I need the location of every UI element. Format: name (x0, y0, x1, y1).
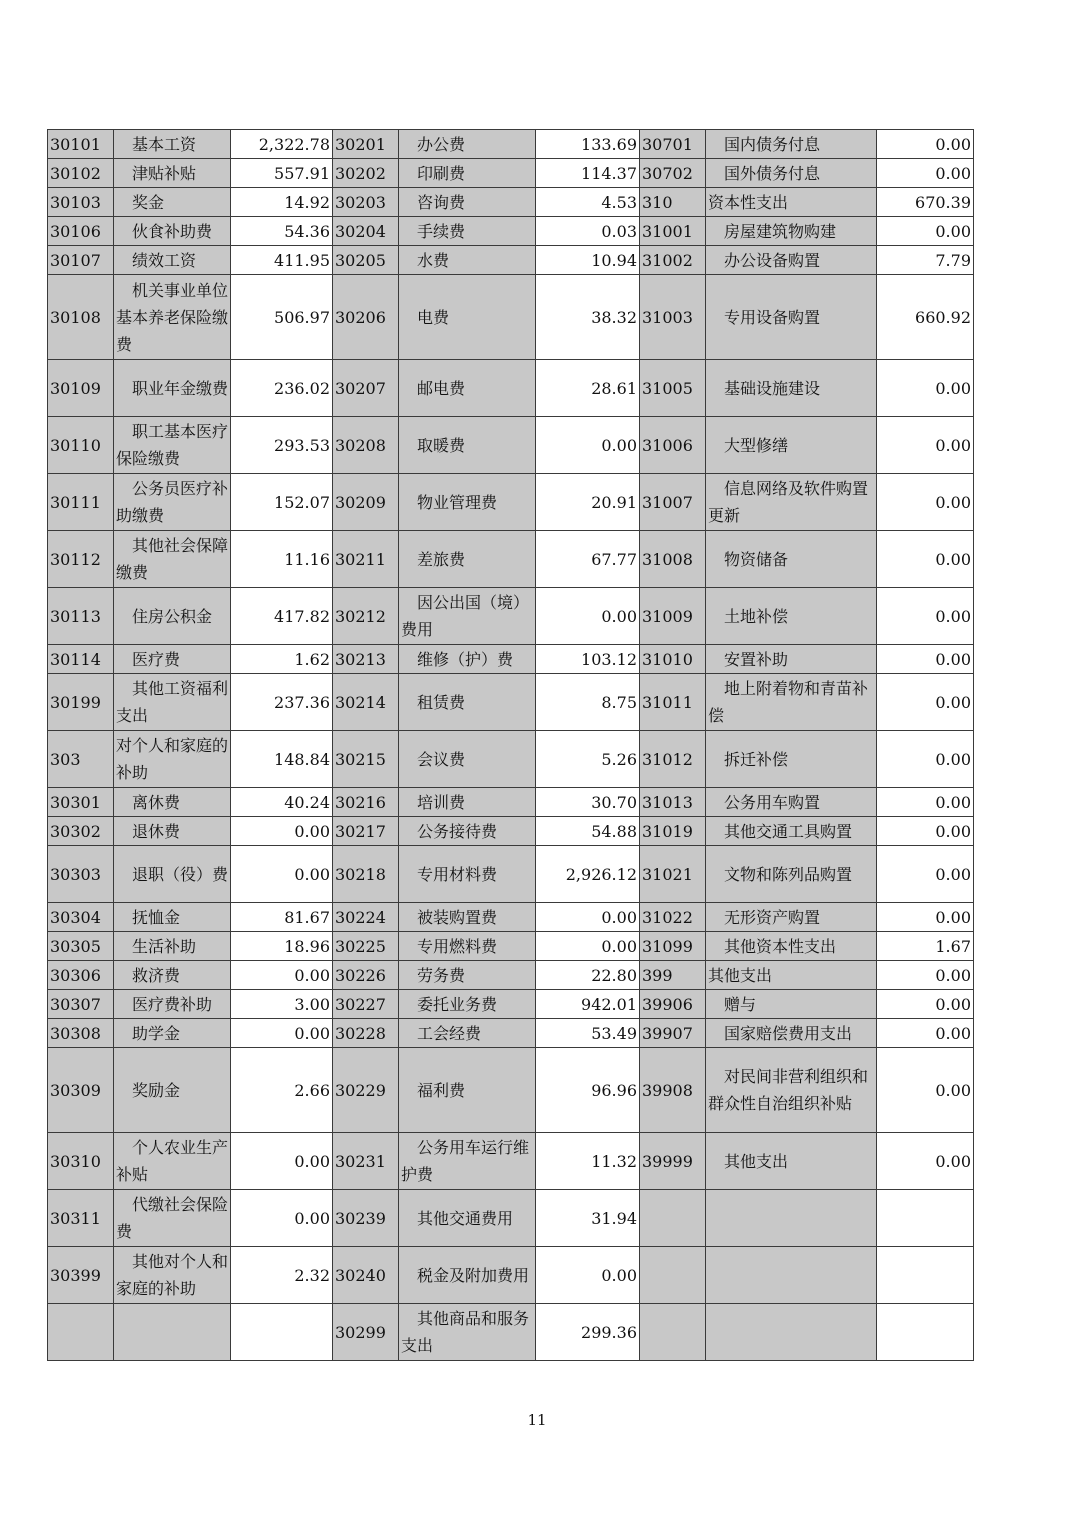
cell-c-name: 国内债务付息 (706, 130, 877, 159)
cell-b-code: 30211 (333, 531, 399, 588)
cell-a-amount: 237.36 (231, 674, 333, 731)
cell-b-amount: 38.32 (536, 275, 640, 360)
table-row (48, 1247, 974, 1304)
cell-a-code: 30101 (48, 130, 114, 159)
cell-b-name: 专用燃料费 (399, 932, 536, 961)
cell-b-name: 电费 (399, 275, 536, 360)
cell-a-code: 30302 (48, 817, 114, 846)
cell-c-name: 专用设备购置 (706, 275, 877, 360)
cell-c-name (706, 1304, 877, 1361)
cell-a-name: 其他社会保障缴费 (114, 531, 231, 588)
cell-b-code: 30216 (333, 788, 399, 817)
cell-c-name: 信息网络及软件购置更新 (706, 474, 877, 531)
cell-b-code: 30217 (333, 817, 399, 846)
cell-c-name: 安置补助 (706, 645, 877, 674)
cell-b-name: 差旅费 (399, 531, 536, 588)
cell-c-amount: 0.00 (877, 588, 974, 645)
cell-a-code: 30309 (48, 1048, 114, 1133)
cell-b-name: 咨询费 (399, 188, 536, 217)
cell-b-code: 30225 (333, 932, 399, 961)
cell-c-amount: 0.00 (877, 159, 974, 188)
cell-b-code: 30213 (333, 645, 399, 674)
cell-b-code: 30206 (333, 275, 399, 360)
cell-c-name: 无形资产购置 (706, 903, 877, 932)
cell-c-name: 其他资本性支出 (706, 932, 877, 961)
cell-a-name: 生活补助 (114, 932, 231, 961)
cell-b-name: 物业管理费 (399, 474, 536, 531)
cell-a-name: 代缴社会保险费 (114, 1190, 231, 1247)
table-row (48, 1048, 974, 1133)
cell-c-code: 31001 (640, 217, 706, 246)
cell-c-amount: 0.00 (877, 417, 974, 474)
cell-a-amount: 2.32 (231, 1247, 333, 1304)
cell-c-name: 资本性支出 (706, 188, 877, 217)
cell-c-name: 对民间非营利组织和群众性自治组织补贴 (706, 1048, 877, 1133)
cell-a-amount (231, 1304, 333, 1361)
cell-a-amount: 3.00 (231, 990, 333, 1019)
cell-b-name: 工会经费 (399, 1019, 536, 1048)
cell-a-name (114, 1304, 231, 1361)
cell-b-name: 其他商品和服务支出 (399, 1304, 536, 1361)
cell-c-code: 31019 (640, 817, 706, 846)
cell-b-code: 30204 (333, 217, 399, 246)
cell-a-amount: 0.00 (231, 817, 333, 846)
table-row (48, 531, 974, 588)
table-row (48, 188, 974, 217)
cell-a-code: 30304 (48, 903, 114, 932)
cell-a-name: 绩效工资 (114, 246, 231, 275)
cell-c-name: 基础设施建设 (706, 360, 877, 417)
cell-b-amount: 20.91 (536, 474, 640, 531)
cell-a-code: 30306 (48, 961, 114, 990)
cell-c-amount (877, 1304, 974, 1361)
cell-a-amount: 1.62 (231, 645, 333, 674)
page-number: 11 (527, 1411, 547, 1429)
cell-b-name: 印刷费 (399, 159, 536, 188)
table-row (48, 788, 974, 817)
cell-b-name: 福利费 (399, 1048, 536, 1133)
cell-c-amount: 0.00 (877, 474, 974, 531)
cell-b-amount: 0.00 (536, 588, 640, 645)
cell-a-name: 职工基本医疗保险缴费 (114, 417, 231, 474)
cell-a-name: 其他对个人和家庭的补助 (114, 1247, 231, 1304)
table-row (48, 130, 974, 159)
cell-b-code: 30202 (333, 159, 399, 188)
cell-c-amount: 0.00 (877, 1133, 974, 1190)
cell-c-amount: 0.00 (877, 130, 974, 159)
cell-a-name: 个人农业生产补贴 (114, 1133, 231, 1190)
budget-expenditure-table (47, 129, 974, 1361)
table-row (48, 1190, 974, 1247)
cell-b-name: 会议费 (399, 731, 536, 788)
cell-a-code: 30305 (48, 932, 114, 961)
cell-a-amount: 0.00 (231, 846, 333, 903)
cell-b-amount: 30.70 (536, 788, 640, 817)
cell-a-code: 30112 (48, 531, 114, 588)
cell-c-name: 地上附着物和青苗补偿 (706, 674, 877, 731)
cell-b-code: 30231 (333, 1133, 399, 1190)
cell-c-name: 文物和陈列品购置 (706, 846, 877, 903)
cell-c-amount: 0.00 (877, 817, 974, 846)
cell-c-amount (877, 1247, 974, 1304)
table-row (48, 990, 974, 1019)
table-row (48, 217, 974, 246)
cell-a-code: 30308 (48, 1019, 114, 1048)
table-row (48, 846, 974, 903)
cell-c-amount: 0.00 (877, 990, 974, 1019)
cell-b-name: 其他交通费用 (399, 1190, 536, 1247)
cell-a-code: 30114 (48, 645, 114, 674)
cell-c-name: 拆迁补偿 (706, 731, 877, 788)
cell-c-amount: 0.00 (877, 531, 974, 588)
cell-c-amount: 0.00 (877, 961, 974, 990)
table-row (48, 674, 974, 731)
cell-b-amount: 0.00 (536, 903, 640, 932)
cell-b-code: 30240 (333, 1247, 399, 1304)
cell-b-code: 30229 (333, 1048, 399, 1133)
cell-c-amount: 7.79 (877, 246, 974, 275)
cell-a-name: 公务员医疗补助缴费 (114, 474, 231, 531)
cell-c-code: 39906 (640, 990, 706, 1019)
cell-a-amount: 0.00 (231, 1133, 333, 1190)
cell-c-name: 国家赔偿费用支出 (706, 1019, 877, 1048)
cell-c-code: 30701 (640, 130, 706, 159)
cell-c-code: 31007 (640, 474, 706, 531)
cell-c-name: 土地补偿 (706, 588, 877, 645)
cell-a-amount: 40.24 (231, 788, 333, 817)
cell-b-amount: 67.77 (536, 531, 640, 588)
cell-a-name: 对个人和家庭的补助 (114, 731, 231, 788)
table-row (48, 1019, 974, 1048)
cell-b-amount: 2,926.12 (536, 846, 640, 903)
table-row (48, 275, 974, 360)
cell-c-name: 物资储备 (706, 531, 877, 588)
cell-c-code: 31009 (640, 588, 706, 645)
table-row (48, 159, 974, 188)
cell-a-amount: 0.00 (231, 1190, 333, 1247)
cell-b-name: 水费 (399, 246, 536, 275)
cell-b-name: 委托业务费 (399, 990, 536, 1019)
cell-a-name: 退休费 (114, 817, 231, 846)
cell-b-name: 公务接待费 (399, 817, 536, 846)
cell-c-code: 31010 (640, 645, 706, 674)
cell-c-name: 其他支出 (706, 961, 877, 990)
table-row (48, 903, 974, 932)
cell-a-code: 30108 (48, 275, 114, 360)
table-row (48, 817, 974, 846)
cell-c-amount: 0.00 (877, 1019, 974, 1048)
cell-c-name: 国外债务付息 (706, 159, 877, 188)
cell-a-name: 奖励金 (114, 1048, 231, 1133)
cell-c-amount: 0.00 (877, 846, 974, 903)
cell-c-code: 39999 (640, 1133, 706, 1190)
cell-b-name: 劳务费 (399, 961, 536, 990)
cell-a-amount: 18.96 (231, 932, 333, 961)
cell-a-amount: 2.66 (231, 1048, 333, 1133)
cell-c-code: 39907 (640, 1019, 706, 1048)
cell-c-code: 31021 (640, 846, 706, 903)
cell-a-name: 医疗费 (114, 645, 231, 674)
cell-b-amount: 10.94 (536, 246, 640, 275)
cell-a-code: 30111 (48, 474, 114, 531)
cell-a-amount: 417.82 (231, 588, 333, 645)
cell-b-code: 30207 (333, 360, 399, 417)
cell-b-amount: 54.88 (536, 817, 640, 846)
cell-b-code: 30239 (333, 1190, 399, 1247)
cell-a-amount: 2,322.78 (231, 130, 333, 159)
cell-c-code (640, 1190, 706, 1247)
cell-b-amount: 0.00 (536, 1247, 640, 1304)
cell-c-code: 31008 (640, 531, 706, 588)
cell-b-amount: 299.36 (536, 1304, 640, 1361)
cell-a-name: 津贴补贴 (114, 159, 231, 188)
cell-b-amount: 11.32 (536, 1133, 640, 1190)
cell-c-amount: 0.00 (877, 788, 974, 817)
cell-b-amount: 22.80 (536, 961, 640, 990)
cell-c-code: 31003 (640, 275, 706, 360)
table-row (48, 588, 974, 645)
cell-a-code: 30399 (48, 1247, 114, 1304)
cell-b-amount: 8.75 (536, 674, 640, 731)
cell-a-code: 30199 (48, 674, 114, 731)
cell-b-name: 取暖费 (399, 417, 536, 474)
cell-b-code: 30227 (333, 990, 399, 1019)
cell-a-amount: 293.53 (231, 417, 333, 474)
cell-c-code (640, 1247, 706, 1304)
cell-c-code: 31022 (640, 903, 706, 932)
cell-b-amount: 5.26 (536, 731, 640, 788)
cell-b-code: 30215 (333, 731, 399, 788)
cell-b-amount: 0.00 (536, 932, 640, 961)
cell-a-name: 其他工资福利支出 (114, 674, 231, 731)
cell-a-code: 30106 (48, 217, 114, 246)
cell-b-name: 租赁费 (399, 674, 536, 731)
cell-c-amount: 0.00 (877, 903, 974, 932)
cell-a-amount: 11.16 (231, 531, 333, 588)
cell-b-amount: 31.94 (536, 1190, 640, 1247)
cell-b-code: 30203 (333, 188, 399, 217)
cell-a-code: 30301 (48, 788, 114, 817)
cell-a-code: 30113 (48, 588, 114, 645)
cell-a-amount: 0.00 (231, 961, 333, 990)
cell-b-code: 30212 (333, 588, 399, 645)
cell-b-name: 邮电费 (399, 360, 536, 417)
cell-c-code: 31005 (640, 360, 706, 417)
cell-b-name: 因公出国（境）费用 (399, 588, 536, 645)
cell-c-code: 30702 (640, 159, 706, 188)
cell-c-amount: 0.00 (877, 674, 974, 731)
cell-c-amount: 0.00 (877, 360, 974, 417)
cell-a-code: 30110 (48, 417, 114, 474)
cell-b-amount: 96.96 (536, 1048, 640, 1133)
cell-b-code: 30226 (333, 961, 399, 990)
cell-b-code: 30214 (333, 674, 399, 731)
table-row (48, 645, 974, 674)
cell-c-code: 31011 (640, 674, 706, 731)
cell-b-name: 公务用车运行维护费 (399, 1133, 536, 1190)
cell-a-code: 303 (48, 731, 114, 788)
cell-a-code: 30311 (48, 1190, 114, 1247)
cell-a-code: 30310 (48, 1133, 114, 1190)
cell-a-amount: 81.67 (231, 903, 333, 932)
cell-a-amount: 14.92 (231, 188, 333, 217)
cell-c-name (706, 1190, 877, 1247)
cell-c-amount: 0.00 (877, 645, 974, 674)
table-row (48, 246, 974, 275)
cell-a-amount: 506.97 (231, 275, 333, 360)
cell-a-name: 医疗费补助 (114, 990, 231, 1019)
table-row (48, 731, 974, 788)
cell-c-code: 399 (640, 961, 706, 990)
cell-a-name: 奖金 (114, 188, 231, 217)
cell-a-code: 30109 (48, 360, 114, 417)
cell-c-amount: 670.39 (877, 188, 974, 217)
cell-c-code: 31099 (640, 932, 706, 961)
table-row (48, 360, 974, 417)
cell-c-name: 其他支出 (706, 1133, 877, 1190)
cell-a-code (48, 1304, 114, 1361)
cell-b-amount: 4.53 (536, 188, 640, 217)
cell-a-name: 机关事业单位基本养老保险缴费 (114, 275, 231, 360)
cell-a-amount: 54.36 (231, 217, 333, 246)
cell-b-amount: 133.69 (536, 130, 640, 159)
cell-c-amount: 0.00 (877, 217, 974, 246)
table-row (48, 474, 974, 531)
cell-c-amount: 0.00 (877, 1048, 974, 1133)
cell-a-name: 救济费 (114, 961, 231, 990)
cell-c-code: 31013 (640, 788, 706, 817)
table-row (48, 961, 974, 990)
cell-b-name: 维修（护）费 (399, 645, 536, 674)
cell-a-code: 30102 (48, 159, 114, 188)
cell-b-amount: 0.03 (536, 217, 640, 246)
table-row (48, 1304, 974, 1361)
cell-b-code: 30208 (333, 417, 399, 474)
cell-b-code: 30224 (333, 903, 399, 932)
table-row (48, 417, 974, 474)
cell-c-amount: 0.00 (877, 731, 974, 788)
cell-b-name: 税金及附加费用 (399, 1247, 536, 1304)
cell-c-name: 公务用车购置 (706, 788, 877, 817)
cell-c-name (706, 1247, 877, 1304)
cell-c-name: 赠与 (706, 990, 877, 1019)
cell-b-amount: 0.00 (536, 417, 640, 474)
cell-c-code: 31006 (640, 417, 706, 474)
cell-c-amount (877, 1190, 974, 1247)
cell-b-amount: 114.37 (536, 159, 640, 188)
cell-c-amount: 660.92 (877, 275, 974, 360)
cell-a-name: 离休费 (114, 788, 231, 817)
table-row (48, 932, 974, 961)
cell-a-code: 30107 (48, 246, 114, 275)
cell-b-code: 30201 (333, 130, 399, 159)
cell-a-code: 30103 (48, 188, 114, 217)
cell-a-amount: 411.95 (231, 246, 333, 275)
cell-c-name: 办公设备购置 (706, 246, 877, 275)
cell-a-name: 住房公积金 (114, 588, 231, 645)
cell-c-name: 房屋建筑物购建 (706, 217, 877, 246)
cell-a-name: 助学金 (114, 1019, 231, 1048)
cell-b-name: 专用材料费 (399, 846, 536, 903)
cell-c-name: 其他交通工具购置 (706, 817, 877, 846)
cell-a-name: 退职（役）费 (114, 846, 231, 903)
cell-c-code: 31012 (640, 731, 706, 788)
cell-c-name: 大型修缮 (706, 417, 877, 474)
cell-b-amount: 942.01 (536, 990, 640, 1019)
cell-a-name: 职业年金缴费 (114, 360, 231, 417)
cell-a-code: 30307 (48, 990, 114, 1019)
cell-c-code: 310 (640, 188, 706, 217)
cell-b-code: 30299 (333, 1304, 399, 1361)
cell-b-amount: 28.61 (536, 360, 640, 417)
cell-b-name: 被装购置费 (399, 903, 536, 932)
cell-b-code: 30228 (333, 1019, 399, 1048)
cell-b-name: 办公费 (399, 130, 536, 159)
cell-b-code: 30205 (333, 246, 399, 275)
cell-a-amount: 557.91 (231, 159, 333, 188)
cell-a-amount: 0.00 (231, 1019, 333, 1048)
cell-a-amount: 152.07 (231, 474, 333, 531)
cell-b-amount: 103.12 (536, 645, 640, 674)
cell-a-amount: 236.02 (231, 360, 333, 417)
cell-b-amount: 53.49 (536, 1019, 640, 1048)
cell-a-amount: 148.84 (231, 731, 333, 788)
cell-c-amount: 1.67 (877, 932, 974, 961)
table-row (48, 1133, 974, 1190)
cell-a-name: 抚恤金 (114, 903, 231, 932)
cell-c-code: 39908 (640, 1048, 706, 1133)
cell-a-code: 30303 (48, 846, 114, 903)
cell-c-code: 31002 (640, 246, 706, 275)
cell-b-name: 手续费 (399, 217, 536, 246)
cell-b-name: 培训费 (399, 788, 536, 817)
cell-b-code: 30218 (333, 846, 399, 903)
cell-a-name: 伙食补助费 (114, 217, 231, 246)
cell-b-code: 30209 (333, 474, 399, 531)
cell-a-name: 基本工资 (114, 130, 231, 159)
cell-c-code (640, 1304, 706, 1361)
